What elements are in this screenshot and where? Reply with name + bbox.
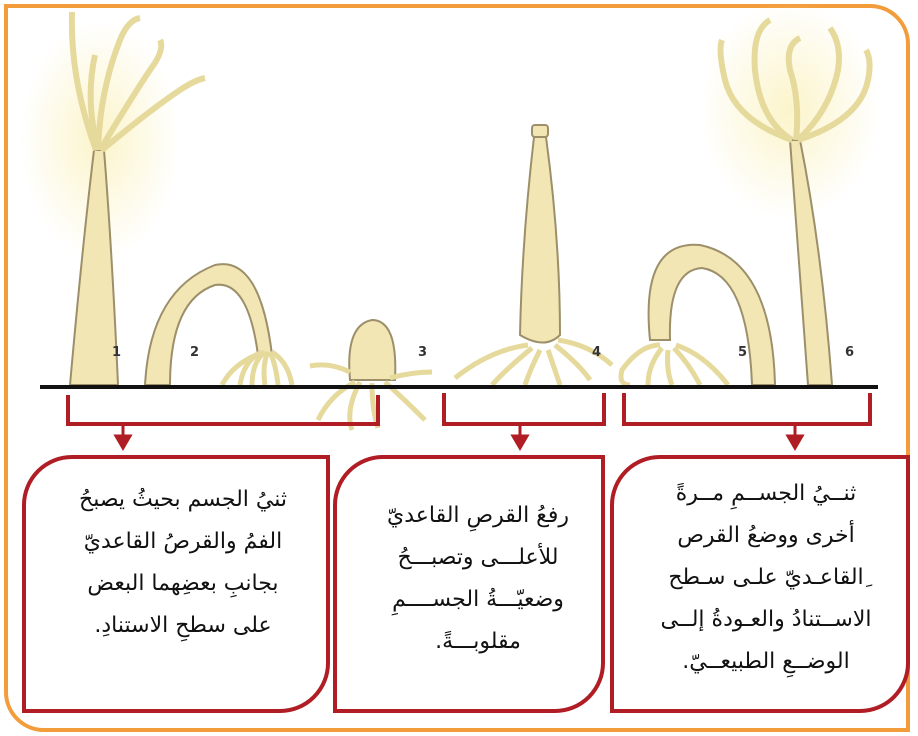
arrow-right-head (788, 436, 802, 448)
caption-left: ثنيُ الجسم بحيثُ يصبحُ الفمُ والقرصُ القاعديّ بجانبِ بعضِهما البعض على سطحِ الاستنادِ. (79, 487, 287, 638)
hydra-stage-2 (145, 264, 292, 385)
caption-box-middle (333, 455, 605, 713)
stage-number-5: 5 (738, 345, 748, 360)
bracket-right (624, 393, 870, 424)
hydra-stage-4 (455, 125, 612, 385)
stage-number-1: 1 (112, 345, 122, 360)
caption-box-right (610, 455, 910, 713)
brackets (68, 393, 870, 424)
arrow-middle-head (513, 436, 527, 448)
hydra-glow (20, 0, 880, 260)
caption-middle: رفعُ القرصِ القاعديّ للأعلـــى وتصبـــحُ وضعيّـــةُ الجســــمِ مقلوبـــةً. (386, 503, 570, 654)
caption-box-left (22, 455, 330, 713)
stage-number-6: 6 (845, 345, 855, 360)
stage-number-3: 3 (418, 345, 428, 360)
arrow-left-head (116, 436, 130, 448)
caption-right: ثنــيُ الجســمِ مــرةً أخرى ووضعُ القرص ِالقاعـديّ علـى سـطح الاســتنادُ والعـودةُ إلــى الوضــعِ الطبيعــيّ. (660, 481, 872, 674)
hydra-stage-5 (621, 245, 775, 385)
bracket-middle (444, 393, 604, 424)
hydra-stage-3 (310, 320, 432, 430)
arrows (116, 424, 802, 448)
stage-number-2: 2 (190, 345, 200, 360)
stage-number-4: 4 (592, 345, 602, 360)
